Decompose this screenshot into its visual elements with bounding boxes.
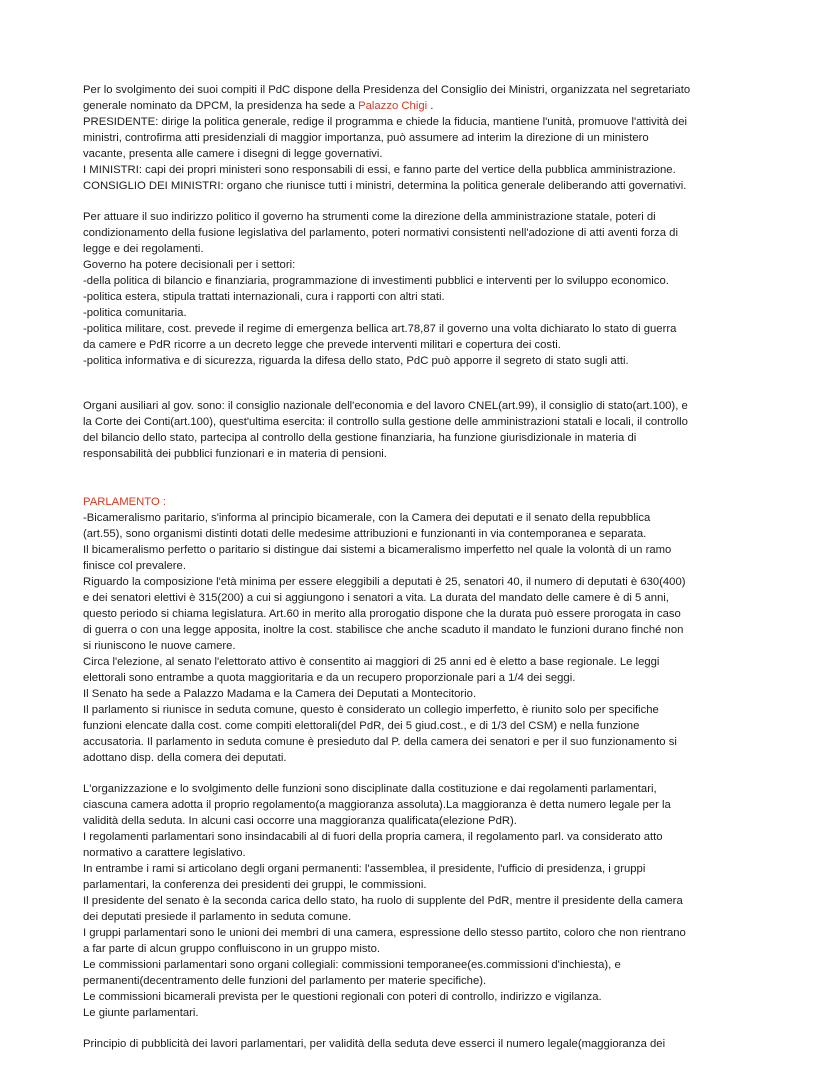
text-line: Il parlamento si riunisce in seduta comune, questo è considerato un collegio imperfetto, è riunito solo per specifiche: [83, 704, 659, 716]
text-line: ministri, controfirma atti presidenziali di maggior importanza, può assumere ad interim la direzione di un ministero: [83, 132, 649, 144]
text-line: Il Senato ha sede a Palazzo Madama e la Camera dei Deputati a Montecitorio.: [83, 688, 477, 700]
text-line: da camere e PdR ricorre a un decreto legge che prevede interventi militari e copertura dei costi.: [83, 339, 561, 351]
text-line: -Bicameralismo paritario, s'informa al principio bicamerale, con la Camera dei deputati e il senato della repubblica: [83, 512, 651, 524]
text-line: dei deputati presiede il parlamento in seduta comune.: [83, 911, 352, 923]
text-line: questo periodo si chiama legislatura. Art.60 in merito alla prorogatio dispone che la durata può essere prorogata in caso: [83, 608, 681, 620]
text-line: Circa l'elezione, al senato l'elettorato attivo è consentito ai maggiori di 25 anni ed è eletto a base regionale. Le leggi: [83, 656, 660, 668]
text-line: [83, 99, 433, 115]
text-line: -della politica di bilancio e finanziaria, programmazione di investimenti pubblici e interventi per lo sviluppo economico.: [83, 275, 669, 287]
text-line: Il bicameralismo perfetto o paritario si distingue dai sistemi a bicameralismo imperfetto nel quale la volontà di un ramo: [83, 544, 672, 556]
text-line: -politica estera, stipula trattati internazionali, cura i rapporti con altri stati.: [83, 291, 445, 303]
text-line: permanenti(decentramento delle funzioni del parlamento per materie specifiche).: [83, 975, 487, 987]
text-line: condizionamento della fusione legislativa del parlamento, poteri normativi consistenti nell'adozione di atti aventi forza di: [83, 227, 678, 239]
text-line: L'organizzazione e lo svolgimento delle funzioni sono disciplinate dalla costituzione e dai regolamenti parlamentari,: [83, 783, 657, 795]
text-line: Le commissioni bicamerali prevista per le questioni regionali con poteri di controllo, indirizzo e vigilanza.: [83, 991, 602, 1003]
text-line: Il presidente del senato è la seconda carica dello stato, ha ruolo di supplente del PdR, mentre il presidente della camera: [83, 895, 683, 907]
text-fragment: .: [427, 100, 434, 112]
text-fragment: generale nominato da DPCM, la presidenza ha sede a: [83, 100, 359, 112]
text-line: parlamentari, la conferenza dei presidenti dei gruppi, le commissioni.: [83, 879, 427, 891]
text-line: la Corte dei Conti(art.100), quest'ultima esercita: il controllo sulla gestione delle amministrazioni statali e locali, il controllo: [83, 416, 688, 428]
text-line: e dei senatori elettivi è 315(200) a cui si aggiungono i senatori a vita. La durata del mandato delle camere è di 5 anni,: [83, 592, 669, 604]
text-line: -politica comunitaria.: [83, 307, 187, 319]
text-line: adottano disp. della comera dei deputati.: [83, 752, 287, 764]
text-line: elettorali sono entrambe a quota maggioritaria e da un recupero proporzionale pari a 1/4 dei seggi.: [83, 672, 576, 684]
text-line: vacante, presenta alle camere i disegni di legge governativi.: [83, 148, 383, 160]
text-line: In entrambe i rami si articolano degli organi permanenti: l'assemblea, il presidente, l'ufficio di presidenza, i gruppi: [83, 863, 646, 875]
text-line: validità della seduta. In alcuni casi occorre una maggioranza qualificata(elezione PdR).: [83, 815, 517, 827]
text-line: Per attuare il suo indirizzo politico il governo ha strumenti come la direzione della amministrazione statale, poteri di: [83, 211, 656, 223]
text-line: -politica informativa e di sicurezza, riguarda la difesa dello stato, PdC può apporre il segreto di stato sugli atti.: [83, 355, 629, 367]
text-line: Per lo svolgimento dei suoi compiti il PdC dispone della Presidenza del Consiglio dei Ministri, organizzata nel segretariato: [83, 84, 691, 96]
text-line: di guerra o con una legge apposita, inoltre la cost. stabilisce che anche scaduto il mandato le funzioni durano finché non: [83, 624, 684, 636]
text-line: I MINISTRI: capi dei propri ministeri sono responsabili di essi, e fanno parte del vertice della pubblica amministrazione.: [83, 164, 676, 176]
text-line: I regolamenti parlamentari sono insindacabili al di fuori della propria camera, il regolamento parl. va considerato atto: [83, 831, 663, 843]
text-line: CONSIGLIO DEI MINISTRI: organo che riunisce tutti i ministri, determina la politica generale deliberando atti governativi.: [83, 180, 687, 192]
text-line: del bilancio dello stato, partecipa al controllo della gestione finanziaria, ha funzione giurisdizionale in materia di: [83, 432, 637, 444]
text-line: Organi ausiliari al gov. sono: il consiglio nazionale dell'economia e del lavoro CNEL(art.99), il consiglio di stato(art.100), e: [83, 400, 688, 412]
text-line: normativo a carattere legislativo.: [83, 847, 246, 859]
text-line: Governo ha potere decisionali per i settori:: [83, 259, 296, 271]
text-line: finisce col prevalere.: [83, 560, 186, 572]
text-line: a far parte di alcun gruppo confluiscono in un gruppo misto.: [83, 943, 381, 955]
palazzo-chigi-link[interactable]: Palazzo Chigi: [358, 100, 428, 112]
text-line: accusatoria. Il parlamento in seduta comune è presieduto dal P. della camera dei senatori e per il suo funzionamento si: [83, 736, 677, 748]
text-line: funzioni elencate dalla cost. come compiti elettorali(del PdR, dei 5 giud.cost., e di 1/3 del CSM) e nella funzione: [83, 720, 640, 732]
text-line: Le commissioni parlamentari sono organi collegiali: commissioni temporanee(es.commissioni d'inchiesta), e: [83, 959, 621, 971]
text-line: ciascuna camera adotta il proprio regolamento(a maggioranza assoluta).La maggioranza è detta numero legale per la: [83, 799, 671, 811]
text-line: responsabilità dei pubblici funzionari e in materia di pensioni.: [83, 448, 387, 460]
text-line: (art.55), sono organismi distinti dotati delle medesime attribuzioni e funzionanti in via contemporanea e separata.: [83, 528, 647, 540]
text-line: PRESIDENTE: dirige la politica generale, redige il programma e chiede la fiducia, mantiene l'unità, promuove l'attività dei: [83, 116, 687, 128]
text-line: Riguardo la composizione l'età minima per essere eleggibili a deputati è 25, senatori 40, il numero di deputati è 630(400): [83, 576, 686, 588]
section-heading: PARLAMENTO :: [83, 496, 167, 508]
text-line: -politica militare, cost. prevede il regime di emergenza bellica art.78,87 il governo una volta dichiarato lo stato di guerra: [83, 323, 677, 335]
text-line: si riuniscono le nuove camere.: [83, 640, 236, 652]
text-line: legge e dei regolamenti.: [83, 243, 204, 255]
text-line: Le giunte parlamentari.: [83, 1007, 199, 1019]
text-line: Principio di pubblicità dei lavori parlamentari, per validità della seduta deve esserci il numero legale(maggioranza dei: [83, 1038, 666, 1050]
text-line: I gruppi parlamentari sono le unioni dei membri di una camera, espressione dello stesso partito, coloro che non rientrano: [83, 927, 686, 939]
